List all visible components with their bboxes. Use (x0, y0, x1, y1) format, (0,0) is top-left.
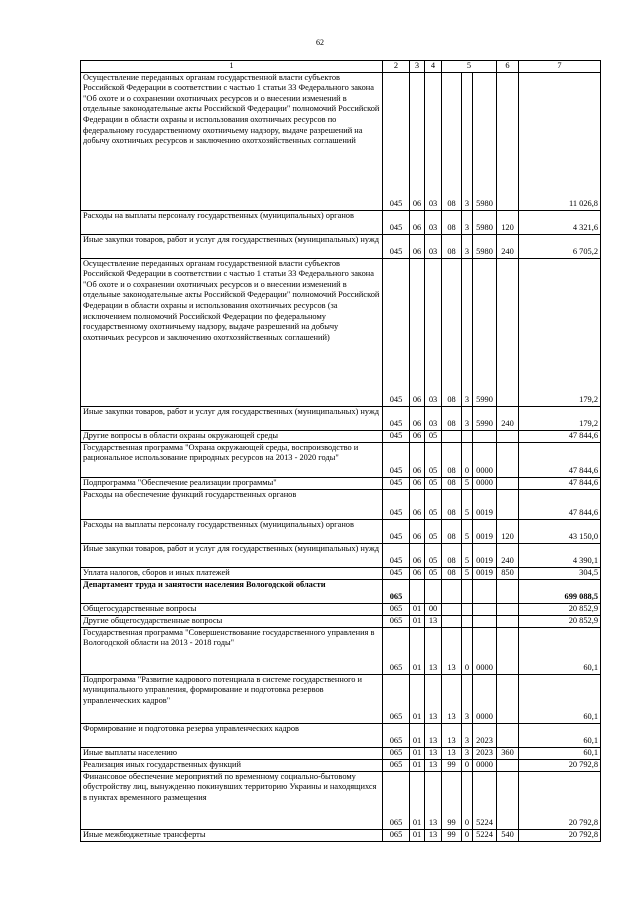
cell-amount: 60,1 (519, 627, 601, 674)
cell-ministry-code: 045 (383, 442, 410, 477)
cell-subprogram-code (462, 579, 473, 603)
cell-subsection: 00 (425, 603, 442, 615)
cell-subsection: 03 (425, 258, 442, 406)
cell-expense-type: 360 (497, 747, 519, 759)
cell-direction-code: 0000 (473, 759, 497, 771)
cell-expense-type: 240 (497, 234, 519, 258)
cell-ministry-code: 045 (383, 567, 410, 579)
cell-amount: 60,1 (519, 723, 601, 747)
cell-section: 06 (410, 567, 425, 579)
cell-subprogram-code: 3 (462, 72, 473, 210)
table-row (81, 674, 601, 723)
cell-subsection: 13 (425, 829, 442, 841)
cell-direction-code: 2023 (473, 747, 497, 759)
cell-direction-code: 0000 (473, 674, 497, 723)
cell-direction-code (473, 430, 497, 442)
cell-program-code: 08 (442, 519, 462, 543)
cell-name: Общегосударственные вопросы (81, 603, 383, 615)
cell-program-code: 13 (442, 747, 462, 759)
cell-subprogram-code: 3 (462, 723, 473, 747)
cell-direction-code: 0000 (473, 477, 497, 489)
cell-ministry-code: 045 (383, 210, 410, 234)
cell-ministry-code: 065 (383, 771, 410, 829)
table-row (81, 210, 601, 234)
cell-subsection: 05 (425, 519, 442, 543)
cell-section: 06 (410, 477, 425, 489)
header-col-7: 7 (519, 61, 601, 73)
table-body (81, 72, 601, 841)
cell-name: Иные закупки товаров, работ и услуг для государственных (муниципальных) нужд (81, 234, 383, 258)
cell-amount: 20 792,8 (519, 759, 601, 771)
cell-section: 06 (410, 234, 425, 258)
cell-ministry-code: 045 (383, 258, 410, 406)
cell-expense-type: 240 (497, 543, 519, 567)
page-number: 62 (316, 38, 324, 47)
cell-expense-type: 240 (497, 406, 519, 430)
cell-section: 06 (410, 210, 425, 234)
table-row (81, 579, 601, 603)
cell-direction-code: 2023 (473, 723, 497, 747)
cell-subsection: 13 (425, 674, 442, 723)
cell-amount: 47 844,6 (519, 489, 601, 519)
cell-subsection: 13 (425, 771, 442, 829)
cell-subprogram-code (462, 603, 473, 615)
header-col-5: 5 (442, 61, 497, 73)
cell-program-code: 99 (442, 771, 462, 829)
cell-program-code: 08 (442, 477, 462, 489)
cell-name: Расходы на выплаты персоналу государственных (муниципальных) органов (81, 210, 383, 234)
cell-ministry-code: 065 (383, 627, 410, 674)
cell-expense-type (497, 603, 519, 615)
cell-section: 01 (410, 674, 425, 723)
cell-direction-code: 5990 (473, 258, 497, 406)
cell-ministry-code: 065 (383, 603, 410, 615)
cell-ministry-code: 045 (383, 430, 410, 442)
cell-subsection: 05 (425, 430, 442, 442)
cell-subsection: 03 (425, 406, 442, 430)
table-row (81, 567, 601, 579)
cell-program-code: 08 (442, 258, 462, 406)
cell-direction-code (473, 603, 497, 615)
header-col-1: 1 (81, 61, 383, 73)
cell-subsection: 05 (425, 543, 442, 567)
cell-expense-type (497, 489, 519, 519)
cell-expense-type (497, 759, 519, 771)
cell-subsection: 03 (425, 72, 442, 210)
table-row (81, 477, 601, 489)
cell-subprogram-code (462, 615, 473, 627)
cell-name: Иные закупки товаров, работ и услуг для государственных (муниципальных) нужд (81, 406, 383, 430)
cell-direction-code: 5980 (473, 234, 497, 258)
cell-amount: 4 321,6 (519, 210, 601, 234)
cell-subprogram-code: 3 (462, 258, 473, 406)
table-row (81, 615, 601, 627)
cell-subprogram-code: 3 (462, 210, 473, 234)
cell-subsection: 13 (425, 627, 442, 674)
cell-subprogram-code: 0 (462, 627, 473, 674)
cell-program-code: 13 (442, 627, 462, 674)
cell-expense-type (497, 615, 519, 627)
cell-name: Иные выплаты населению (81, 747, 383, 759)
cell-section: 01 (410, 615, 425, 627)
cell-subprogram-code: 3 (462, 234, 473, 258)
cell-subsection: 13 (425, 759, 442, 771)
cell-amount: 20 852,9 (519, 615, 601, 627)
cell-expense-type (497, 579, 519, 603)
cell-subsection (425, 579, 442, 603)
cell-amount: 6 705,2 (519, 234, 601, 258)
cell-name: Подпрограмма "Развитие кадрового потенциала в системе государственного и муниципального управления, формирование и подготовка резервов управленческих кадров" (81, 674, 383, 723)
cell-section: 06 (410, 442, 425, 477)
cell-amount: 11 026,8 (519, 72, 601, 210)
cell-amount: 60,1 (519, 747, 601, 759)
cell-section: 06 (410, 519, 425, 543)
cell-section: 01 (410, 771, 425, 829)
table-row (81, 543, 601, 567)
header-col-2: 2 (383, 61, 410, 73)
cell-direction-code: 0019 (473, 489, 497, 519)
cell-expense-type (497, 430, 519, 442)
cell-program-code (442, 430, 462, 442)
cell-subprogram-code: 0 (462, 759, 473, 771)
table-row (81, 747, 601, 759)
cell-subsection: 13 (425, 615, 442, 627)
cell-expense-type (497, 627, 519, 674)
header-col-6: 6 (497, 61, 519, 73)
cell-ministry-code: 065 (383, 615, 410, 627)
cell-amount: 20 852,9 (519, 603, 601, 615)
cell-direction-code: 0019 (473, 567, 497, 579)
cell-ministry-code: 045 (383, 406, 410, 430)
cell-program-code: 13 (442, 674, 462, 723)
cell-subprogram-code: 3 (462, 674, 473, 723)
cell-subprogram-code: 5 (462, 477, 473, 489)
cell-section: 06 (410, 72, 425, 210)
cell-section: 06 (410, 406, 425, 430)
cell-expense-type: 850 (497, 567, 519, 579)
table-row (81, 430, 601, 442)
cell-expense-type (497, 442, 519, 477)
cell-amount: 4 390,1 (519, 543, 601, 567)
cell-section: 01 (410, 603, 425, 615)
cell-subsection: 03 (425, 234, 442, 258)
cell-ministry-code: 045 (383, 543, 410, 567)
cell-name: Реализация иных государственных функций (81, 759, 383, 771)
cell-amount: 20 792,8 (519, 771, 601, 829)
cell-name: Департамент труда и занятости населения Вологодской области (81, 579, 383, 603)
cell-program-code: 08 (442, 567, 462, 579)
cell-amount: 179,2 (519, 406, 601, 430)
cell-subprogram-code: 5 (462, 567, 473, 579)
cell-subprogram-code: 0 (462, 829, 473, 841)
table-row (81, 72, 601, 210)
cell-expense-type (497, 723, 519, 747)
cell-section (410, 579, 425, 603)
cell-amount: 60,1 (519, 674, 601, 723)
header-col-4: 4 (425, 61, 442, 73)
cell-name: Осуществление переданных органам государственной власти субъектов Российской Федерации в соответствии с частью 1 статьи 33 Федерального закона "Об охоте и о сохранении охотничьих ресурсов и о внесении изменений в отдельные законодательные акты Российской Федерации" полномочий Российской Федерации в области охраны и использования охотничьих ресурсов по федеральному государственному охотничьему надзору, выдаче разрешений на добычу охотничьих ресурсов и заключению охотхозяйственных соглашений (81, 72, 383, 210)
cell-name: Формирование и подготовка резерва управленческих кадров (81, 723, 383, 747)
cell-name: Расходы на выплаты персоналу государственных (муниципальных) органов (81, 519, 383, 543)
cell-program-code: 08 (442, 234, 462, 258)
cell-direction-code: 0019 (473, 519, 497, 543)
cell-name: Другие общегосударственные вопросы (81, 615, 383, 627)
cell-program-code: 08 (442, 543, 462, 567)
cell-amount: 20 792,8 (519, 829, 601, 841)
cell-ministry-code: 065 (383, 723, 410, 747)
table-row (81, 234, 601, 258)
cell-subsection: 13 (425, 723, 442, 747)
cell-program-code (442, 603, 462, 615)
cell-expense-type (497, 258, 519, 406)
cell-program-code (442, 579, 462, 603)
table-row (81, 829, 601, 841)
cell-program-code: 08 (442, 442, 462, 477)
table-header-row (81, 61, 601, 73)
cell-expense-type: 120 (497, 519, 519, 543)
cell-subsection: 05 (425, 477, 442, 489)
cell-expense-type (497, 477, 519, 489)
cell-direction-code: 0000 (473, 627, 497, 674)
cell-section: 06 (410, 543, 425, 567)
cell-direction-code (473, 579, 497, 603)
cell-name: Иные межбюджетные трансферты (81, 829, 383, 841)
table-row (81, 519, 601, 543)
cell-subsection: 05 (425, 442, 442, 477)
cell-ministry-code: 065 (383, 829, 410, 841)
cell-subsection: 03 (425, 210, 442, 234)
cell-name: Осуществление переданных органам государственной власти субъектов Российской Федерации в соответствии с частью 1 статьи 33 Федерального закона "Об охоте и о сохранении охотничьих ресурсов и о внесении изменений в отдельные законодательные акты Российской Федерации" полномочий Российской Федерации в области охраны и использования охотничьих ресурсов (за исключением полномочий Российской Федерации по федеральному государственному охотничьему надзору, выдаче разрешений на добычу охотничьих ресурсов и заключению охотхозяйственных соглашений) (81, 258, 383, 406)
cell-ministry-code: 045 (383, 72, 410, 210)
cell-section: 01 (410, 759, 425, 771)
table-row (81, 258, 601, 406)
cell-amount: 47 844,6 (519, 477, 601, 489)
cell-amount: 47 844,6 (519, 430, 601, 442)
cell-subsection: 05 (425, 567, 442, 579)
cell-name: Подпрограмма "Обеспечение реализации программы" (81, 477, 383, 489)
cell-name: Уплата налогов, сборов и иных платежей (81, 567, 383, 579)
cell-amount: 699 088,5 (519, 579, 601, 603)
cell-subprogram-code: 5 (462, 519, 473, 543)
table-row (81, 442, 601, 477)
cell-program-code: 08 (442, 210, 462, 234)
cell-subprogram-code: 3 (462, 406, 473, 430)
cell-program-code: 99 (442, 759, 462, 771)
budget-table (80, 60, 601, 842)
cell-subprogram-code (462, 430, 473, 442)
table-row (81, 406, 601, 430)
cell-section: 01 (410, 829, 425, 841)
cell-direction-code: 5990 (473, 406, 497, 430)
cell-ministry-code: 065 (383, 747, 410, 759)
header-col-3: 3 (410, 61, 425, 73)
cell-section: 06 (410, 430, 425, 442)
cell-section: 01 (410, 723, 425, 747)
cell-program-code: 08 (442, 489, 462, 519)
cell-section: 06 (410, 258, 425, 406)
cell-amount: 43 150,0 (519, 519, 601, 543)
cell-direction-code: 5224 (473, 771, 497, 829)
cell-program-code: 99 (442, 829, 462, 841)
cell-program-code: 08 (442, 406, 462, 430)
cell-amount: 47 844,6 (519, 442, 601, 477)
cell-subprogram-code: 3 (462, 747, 473, 759)
cell-direction-code (473, 615, 497, 627)
cell-expense-type (497, 674, 519, 723)
cell-ministry-code: 065 (383, 579, 410, 603)
cell-expense-type: 540 (497, 829, 519, 841)
cell-direction-code: 0000 (473, 442, 497, 477)
table-row (81, 759, 601, 771)
cell-amount: 304,5 (519, 567, 601, 579)
cell-ministry-code: 065 (383, 674, 410, 723)
cell-ministry-code: 065 (383, 759, 410, 771)
cell-direction-code: 5980 (473, 72, 497, 210)
cell-subprogram-code: 5 (462, 543, 473, 567)
cell-name: Другие вопросы в области охраны окружающей среды (81, 430, 383, 442)
cell-amount: 179,2 (519, 258, 601, 406)
cell-subsection: 05 (425, 489, 442, 519)
cell-ministry-code: 045 (383, 519, 410, 543)
table-row (81, 603, 601, 615)
cell-program-code: 13 (442, 723, 462, 747)
table-row (81, 771, 601, 829)
cell-subprogram-code: 0 (462, 442, 473, 477)
cell-subprogram-code: 5 (462, 489, 473, 519)
table-row (81, 627, 601, 674)
cell-section: 01 (410, 627, 425, 674)
cell-section: 01 (410, 747, 425, 759)
cell-ministry-code: 045 (383, 489, 410, 519)
cell-program-code: 08 (442, 72, 462, 210)
cell-expense-type (497, 72, 519, 210)
cell-subsection: 13 (425, 747, 442, 759)
cell-expense-type: 120 (497, 210, 519, 234)
cell-name: Государственная программа "Охрана окружающей среды, воспроизводство и рациональное использование природных ресурсов на 2013 - 2020 годы" (81, 442, 383, 477)
cell-ministry-code: 045 (383, 477, 410, 489)
cell-direction-code: 5980 (473, 210, 497, 234)
cell-name: Иные закупки товаров, работ и услуг для государственных (муниципальных) нужд (81, 543, 383, 567)
cell-direction-code: 5224 (473, 829, 497, 841)
cell-section: 06 (410, 489, 425, 519)
table-row (81, 723, 601, 747)
cell-name: Финансовое обеспечение мероприятий по временному социально-бытовому обустройству лиц, вынужденно покинувших территорию Украины и находящихся в пунктах временного размещения (81, 771, 383, 829)
table-row (81, 489, 601, 519)
cell-ministry-code: 045 (383, 234, 410, 258)
cell-name: Расходы на обеспечение функций государственных органов (81, 489, 383, 519)
cell-subprogram-code: 0 (462, 771, 473, 829)
cell-expense-type (497, 771, 519, 829)
cell-direction-code: 0019 (473, 543, 497, 567)
cell-program-code (442, 615, 462, 627)
cell-name: Государственная программа "Совершенствование государственного управления в Вологодской области на 2013 - 2018 годы" (81, 627, 383, 674)
